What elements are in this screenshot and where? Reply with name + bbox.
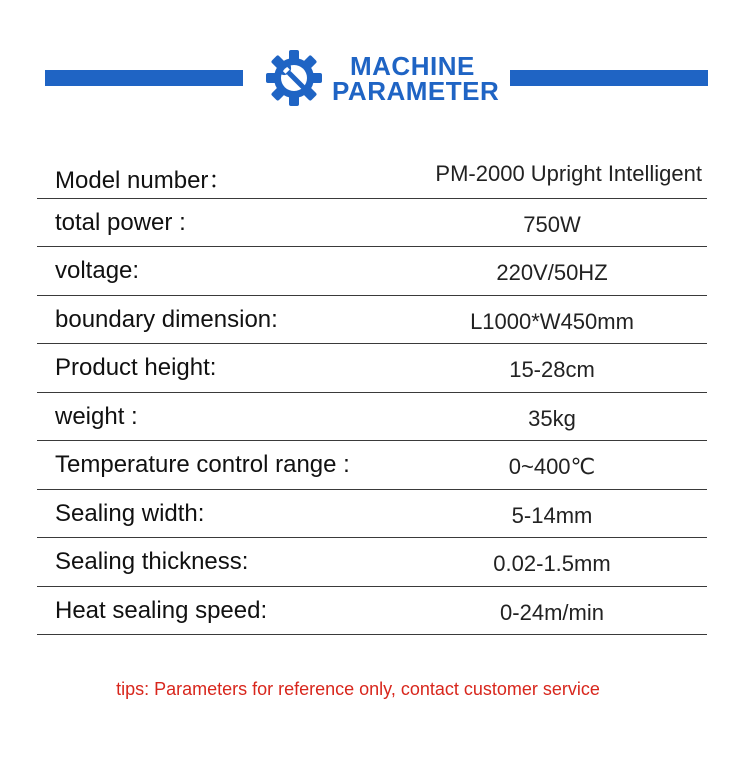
param-value: 0-24m/min <box>500 599 604 625</box>
param-value: 0~400℃ <box>508 454 596 479</box>
gear-wrench-icon <box>266 50 322 106</box>
param-label: total power : <box>55 208 186 236</box>
table-row <box>37 344 707 393</box>
page-title <box>332 51 500 106</box>
param-value: 35kg <box>528 405 576 431</box>
header-bar-left <box>45 70 243 86</box>
param-value: 750W <box>523 211 581 237</box>
param-value: L1000*W450mm <box>470 308 634 334</box>
param-label: weight : <box>55 402 138 430</box>
param-label: voltage: <box>55 257 140 284</box>
param-value: 15-28cm <box>509 357 595 382</box>
title-line-2: PARAMETER <box>332 76 500 106</box>
table-row <box>37 538 707 587</box>
table-row <box>37 199 707 248</box>
param-value: 0.02-1.5mm <box>493 551 611 576</box>
header-bar-right <box>510 70 708 86</box>
table-row <box>37 441 707 490</box>
table-row <box>37 587 707 636</box>
table-row <box>37 296 707 345</box>
table-row <box>37 150 707 199</box>
param-label: Model number： <box>55 167 233 194</box>
table-row <box>37 490 707 539</box>
param-value: PM-2000 Upright Intelligent <box>435 161 702 186</box>
param-value: 5-14mm <box>511 502 593 528</box>
param-label: Sealing thickness: <box>55 548 249 575</box>
param-label: Temperature control range : <box>55 451 350 478</box>
title-line-1: MACHINE <box>350 51 475 81</box>
parameter-table <box>37 150 707 635</box>
param-value: 220V/50HZ <box>496 260 608 285</box>
table-row <box>37 247 707 296</box>
tips-note: tips: Parameters for reference only, contact customer service <box>116 679 600 699</box>
param-label: Heat sealing speed: <box>55 596 268 624</box>
table-row <box>37 393 707 442</box>
param-label: Sealing width: <box>55 499 205 527</box>
param-label: Product height: <box>55 354 217 381</box>
param-label: boundary dimension: <box>55 305 278 333</box>
